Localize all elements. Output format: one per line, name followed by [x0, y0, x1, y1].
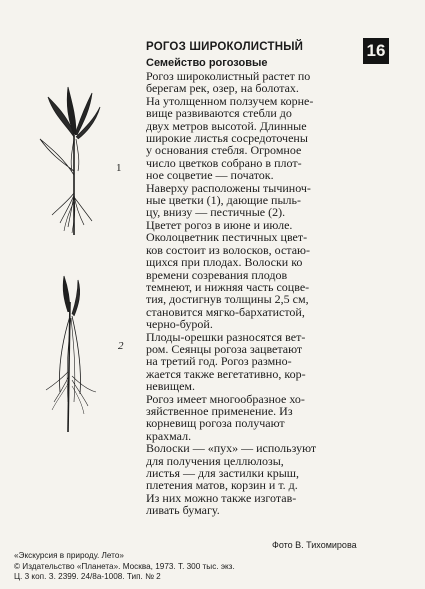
text-line: плетения матов, корзин и т. д.	[146, 478, 298, 493]
text-line: невищем.	[146, 379, 195, 394]
text-line: темнеют, и нижняя часть соцве-	[146, 279, 310, 294]
text-line: времени созревания плодов	[146, 267, 288, 282]
figure-label-2: 2	[118, 340, 124, 352]
text-line: крахмал.	[146, 428, 192, 443]
pistillate-flower-illustration	[38, 272, 118, 437]
text-line: берегам рек, озер, на болотах.	[146, 81, 299, 96]
figure-label-1: 1	[116, 162, 122, 174]
text-line: становится мягко-бархатистой,	[146, 304, 305, 319]
text-line: цу, внизу — пестичные (2).	[146, 205, 286, 220]
text-line: жается также вегетативно, кор-	[146, 366, 306, 381]
text-line: тия, достигнув толщины 2,5 см,	[146, 292, 309, 307]
staminate-flower-illustration	[30, 75, 120, 240]
text-line: На утолщенном ползучем корне-	[146, 93, 314, 108]
text-line: Волоски — «пух» — используют	[146, 441, 317, 456]
text-line: листья — для застилки крыш,	[146, 466, 300, 480]
description-text	[146, 70, 356, 517]
text-line: Цветет рогоз в июне и июле.	[146, 217, 293, 232]
photo-credit: Фото В. Тихомирова	[272, 540, 357, 550]
family-subtitle: Семейство рогозовые	[146, 57, 268, 69]
text-line: Плоды-орешки разносятся вет-	[146, 329, 306, 344]
text-line: зяйственное применение. Из	[146, 403, 293, 418]
text-line: Наверху расположены тычиноч-	[146, 180, 311, 195]
text-line: ное соцветие — початок.	[146, 168, 274, 183]
species-title: РОГОЗ ШИРОКОЛИСТНЫЙ	[146, 41, 304, 53]
text-line: черно-бурой.	[146, 317, 213, 332]
text-line: число цветков собрано в плот-	[146, 155, 302, 170]
text-line: ливать бумагу.	[146, 503, 220, 518]
text-line: ром. Сеянцы рогоза зацветают	[146, 341, 303, 356]
publisher-info: © Издательство «Планета». Москва, 1973. Т. 300 тыс. экз.	[14, 561, 235, 571]
text-line: у основания стебля. Огромное	[146, 143, 302, 158]
text-line: на третий год. Рогоз размно-	[146, 354, 292, 369]
text-line: Рогоз имеет многообразное хо-	[146, 391, 305, 406]
print-info: Ц. 3 коп. З. 2399. 24/8а-1008. Тип. № 2	[14, 572, 161, 581]
text-line: корневищ рогоза получают	[146, 416, 285, 431]
text-line: щихся при плодах. Волоски ко	[146, 255, 303, 270]
text-line: вище развиваются стебли до	[146, 106, 292, 121]
card-number-badge: 16	[363, 38, 389, 64]
text-line: Рогоз широколистный растет по	[146, 69, 311, 83]
publisher-footer	[14, 551, 404, 583]
text-line: ков состоит из волосков, остаю-	[146, 242, 310, 257]
text-line: широкие листья сосредоточены	[146, 131, 308, 146]
text-line: для получения целлюлозы,	[146, 453, 284, 468]
text-line: ные цветки (1), дающие пыль-	[146, 193, 301, 208]
text-line: Околоцветник пестичных цвет-	[146, 230, 308, 245]
text-line: двух метров высотой. Длинные	[146, 118, 307, 133]
series-title: «Экскурсия в природу. Лето»	[14, 551, 124, 560]
text-line: Из них можно также изготав-	[146, 490, 297, 505]
